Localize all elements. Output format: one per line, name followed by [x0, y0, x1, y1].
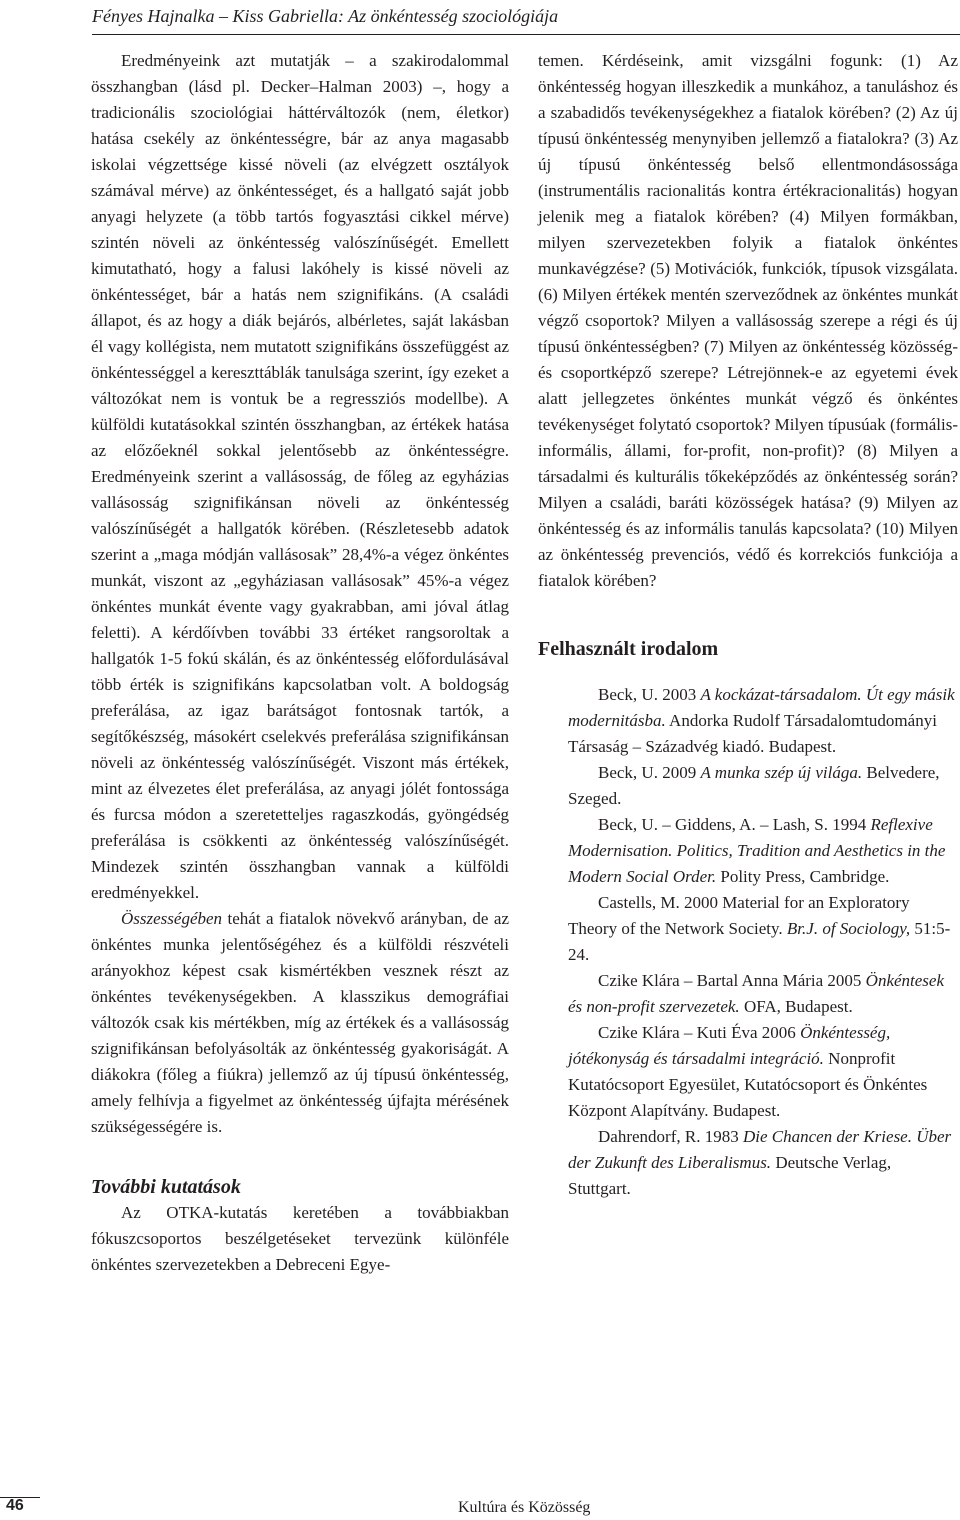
reference-publisher: Nonprofit Kutatócsoport Egyesület, Kutatócsoport és Önkéntes Központ Alapítvány. Budapest. [568, 1049, 928, 1120]
reference-publisher: OFA, Budapest. [739, 997, 853, 1016]
reference-item [538, 760, 958, 812]
reference-author: Beck, U. 2009 [598, 763, 701, 782]
results-paragraph: Eredményeink azt mutatják – a szakirodalommal összhangban (lásd pl. Decker–Halman 2003) –, hogy a tradicionális szociológiai háttérváltozók (nem, életkor) hatása csekély az önkéntességre, bár az anya magasabb iskolai végzettsége kissé növeli (az elvégzett osztályok számával mérve) az önkéntességet, és a hallgató saját jobb anyagi helyzete (a több tartós fogyasztási cikkel mérve) szintén növeli az önkéntesség valószínűségét. Emellett kimutatható, hogy a falusi lakóhely is kissé növeli az önkéntességet, bár a hatás nem szignifikáns. (A családi állapot, és az hogy a diák bejárós, albérletes, saját lakásban él vagy kollégista, nem mutatott szignifikáns összefüggést az önkéntességgel a kereszttáblák tanulsága szerint, így ezeket a változókat nem is vontuk be a regressziós modellbe). A külföldi kutatásokkal szintén összhangban, az értékek hatása az előzőeknél sokkal jelentősebb az önkéntességre. Eredményeink szerint a vallásosság, de főleg az egyházias vallásosság szignifikánsan növeli az önkéntesség valószínűségét a hallgatók körében. (Részletesebb adatok szerint a „maga módján vallásosak” 28,4%-a végez önkéntes munkát, viszont az „egyháziasan vallásosak” 45%-a végez önkéntes munkát évente vagy gyakrabban, ami jóval átlag feletti). A kérdőívben további 33 értéket rangsoroltak a hallgatók 1-5 fokú skálán, és az önkéntesség előfordulásával több érték is szignifikáns kapcsolatban volt. A boldogság preferálása, az igaz barátságot fontosnak tartók, a segítőkészség, másokért cselekvés preferálása szignifikánsan növeli az önkéntesség valószínűségét. Viszont más értékek, mint az élvezetes élet preferálása, az anyagi jólét fontossága és furcsa módon a szeretetteljes ragaszkodás, gyöngédség preferálása is csökkenti az önkéntesség valószínűségét. Mindezek szintén összhangban vannak a külföldi eredményekkel. [91, 51, 509, 902]
running-header: Fényes Hajnalka – Kiss Gabriella: Az önkéntesség szociológiája [92, 6, 559, 26]
reference-publisher: 51:5-24. [568, 919, 951, 964]
reference-item [538, 890, 958, 968]
reference-item [538, 1020, 958, 1124]
reference-title: Reflexive Modernisation. Politics, Tradition and Aesthetics in the Modern Social Order. [568, 815, 946, 886]
summary-text: tehát a fiatalok növekvő arányban, de az önkéntes munka jelentőségéhez és a külföldi részvételi arányokhoz képest csak kismértékben vesznek részt az önkéntes tevékenységekben. A klasszikus demográfiai változók csak kis mértékben, míg az értékek és a vallásosság szignifikánsan befolyásolták az önkéntesség gyakoriságát. A diákokra (főleg a fiúkra) jellemző az új típusú önkéntesség, amely felhívja a figyelmet az önkéntesség újfajta mérésének szükségességére is. [91, 909, 509, 1136]
reference-publisher: Deutsche Verlag, Stuttgart. [568, 1153, 892, 1198]
reference-item [538, 1124, 958, 1202]
header-rule [92, 34, 960, 35]
summary-lead: Összességében [121, 909, 223, 928]
reference-item [538, 682, 958, 760]
reference-publisher: Polity Press, Cambridge. [716, 867, 890, 886]
reference-title: A munka szép új világa. [700, 763, 863, 782]
further-research-paragraph: Az OTKA-kutatás keretében a továbbiakban fókuszcsoportos beszélgetéseket tervezünk különféle önkéntes szervezetekben a Debreceni Egye- [91, 1203, 509, 1274]
reference-title: Önkéntesek és non-profit szervezetek. [568, 971, 945, 1016]
reference-author: Beck, U. – Giddens, A. – Lash, S. 1994 [598, 815, 871, 834]
reference-title: Br.J. of Sociology, [786, 919, 911, 938]
journal-name: Kultúra és Közösség [458, 1499, 591, 1516]
summary-paragraph [91, 906, 509, 1140]
reference-title: A kockázat-társadalom. Út egy másik modernitásba. [568, 685, 955, 730]
reference-author: Dahrendorf, R. 1983 [598, 1127, 743, 1146]
left-column [91, 48, 509, 1278]
reference-title: Die Chancen der Kriese. Über der Zukunft des Liberalismus. [568, 1127, 952, 1172]
page-number: 46 [6, 1497, 24, 1514]
reference-author: Czike Klára – Kuti Éva 2006 [598, 1023, 801, 1042]
reference-author: Czike Klára – Bartal Anna Mária 2005 [598, 971, 866, 990]
reference-item [538, 968, 958, 1020]
reference-publisher: Andorka Rudolf Társadalomtudományi Társaság – Századvég kiadó. Budapest. [568, 711, 937, 756]
section-title-further-research: További kutatások [91, 1176, 241, 1198]
references-list [538, 682, 958, 1202]
reference-publisher: Belvedere, Szeged. [568, 763, 940, 808]
right-column [538, 48, 958, 1202]
reference-item [538, 812, 958, 890]
reference-author: Beck, U. 2003 [598, 685, 701, 704]
reference-author: Castells, M. 2000 Material for an Exploratory Theory of the Network Society. [568, 893, 910, 938]
references-title: Felhasznált irodalom [538, 638, 719, 660]
research-questions-paragraph: temen. Kérdéseink, amit vizsgálni fogunk: (1) Az önkéntesség hogyan illeszkedik a munkához, a tanuláshoz és a szabadidős tevékenységekhez a fiatalok körében? (2) Az új típusú önkéntesség menynyiben jellemző a fiatalokra? (3) Az új típusú önkéntesség belső ellentmondásossága (instrumentális racionalitás kontra értékracionalitás) hogyan jelenik meg a fiatalok körében? (4) Milyen formákban, milyen szervezetekben folyik a fiatalok önkéntes munkavégzése? (5) Motivációk, funkciók, típusok vizsgálata. (6) Milyen értékek mentén szerveződnek az önkéntes munkát végző csoportok? Milyen a vallásosság szerepe a régi és új típusú önkéntességben? (7) Milyen az önkéntesség közösség- és csoportképző szerepe? Létrejönnek-e az egyetemi évek alatt jellegzetes önkéntes munkát végző és önkéntes tevékenységet folytató csoportok? Milyen típusúak (formális-informális, állami, for-profit, non-profit)? (8) Milyen a társadalmi és kulturális tőkeképződés az önkéntesség során? Milyen a családi, baráti közösségek hatása? (9) Milyen az önkéntesség és az informális tanulás kapcsolata? (10) Milyen az önkéntesség prevenciós, védő és korrekciós funkciója a fiatalok körében? [538, 51, 958, 590]
reference-title: Önkéntesség, jótékonyság és társadalmi integráció. [568, 1023, 891, 1068]
